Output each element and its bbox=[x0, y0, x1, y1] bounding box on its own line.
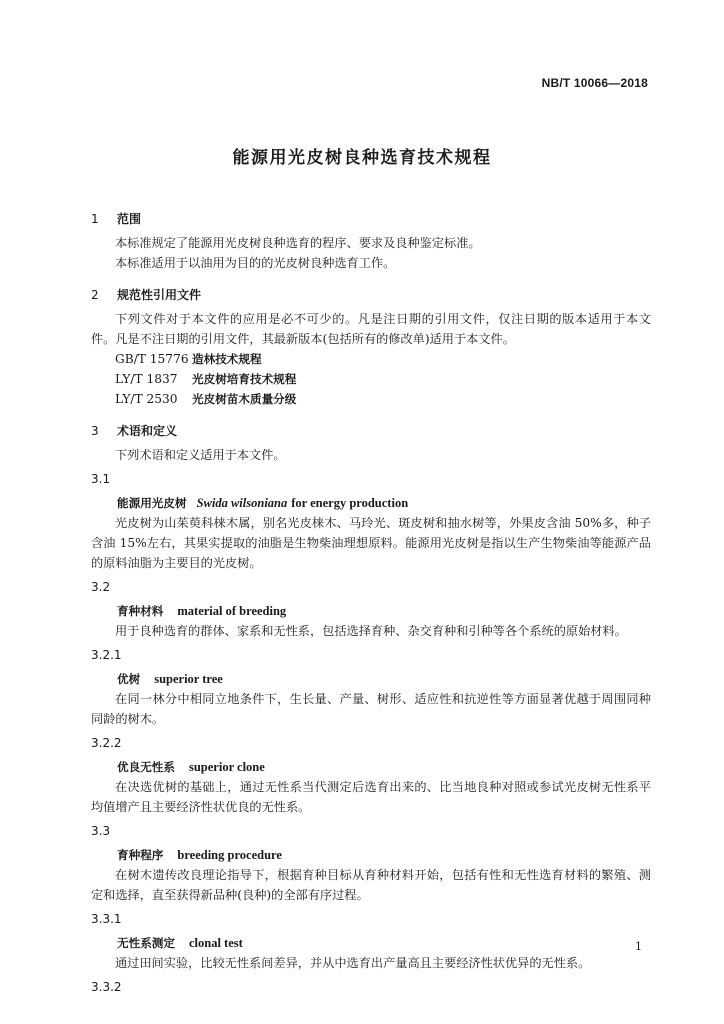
clause-number: 3.2.2 bbox=[91, 736, 122, 750]
paragraph: 下列术语和定义适用于本文件。 bbox=[115, 448, 286, 462]
term-definition: 通过田间实验，比较无性系间差异，并从中选育出产量高且主要经济性状优异的无性系。 bbox=[115, 956, 591, 970]
term-definition: 在同一林分中相同立地条件下，生长量、产量、树形、适应性和抗逆性等方面显著优越于周围同种同龄的树木。 bbox=[91, 692, 651, 726]
section-heading-normative-references bbox=[91, 285, 651, 305]
document-body bbox=[91, 200, 651, 997]
clause-number: 3.3.1 bbox=[91, 912, 122, 926]
section-title: 术语和定义 bbox=[117, 424, 178, 438]
term-heading bbox=[91, 669, 651, 689]
page-number: 1 bbox=[635, 940, 642, 953]
paragraph: 下列文件对于本文件的应用是必不可少的。凡是注日期的引用文件，仅注日期的版本适用于本文件。凡是不注日期的引用文件，其最新版本(包括所有的修改单)适用于本文件。 bbox=[91, 312, 651, 346]
term-chinese: 育种材料 bbox=[117, 604, 164, 618]
term-latin: Swida wilsoniana bbox=[196, 496, 288, 510]
reference-item bbox=[91, 389, 651, 409]
term-definition: 在决选优树的基础上，通过无性系当代测定后选育出来的、比当地良种对照或参试光皮树无性系平均值增产且主要经济性状优良的无性系。 bbox=[91, 780, 651, 814]
section-number: 1 bbox=[91, 212, 99, 226]
term-english: superior tree bbox=[154, 672, 223, 686]
term-heading bbox=[91, 601, 651, 621]
reference-name: 光皮树培育技术规程 bbox=[192, 372, 297, 386]
term-english: material of breeding bbox=[177, 604, 287, 618]
section-number: 3 bbox=[91, 424, 99, 438]
term-definition: 在树木遗传改良理论指导下，根据育种目标从育种材料开始，包括有性和无性选育材料的繁殖、测定和选择，直至获得新品种(良种)的全部有序过程。 bbox=[91, 868, 651, 902]
term-chinese: 优树 bbox=[117, 672, 141, 686]
section-number: 2 bbox=[91, 288, 99, 302]
section-title: 规范性引用文件 bbox=[117, 288, 202, 302]
clause-number: 3.2 bbox=[91, 580, 111, 594]
reference-item bbox=[91, 349, 651, 369]
reference-code: GB/T 15776 bbox=[115, 352, 189, 366]
reference-code: LY/T 1837 bbox=[115, 372, 178, 386]
term-heading bbox=[91, 493, 651, 513]
term-heading bbox=[91, 933, 651, 953]
term-chinese: 无性系测定 bbox=[117, 936, 175, 950]
document-title: 能源用光皮树良种选育技术规程 bbox=[232, 148, 492, 168]
section-heading-scope bbox=[91, 209, 651, 229]
section-heading-terms bbox=[91, 421, 651, 441]
paragraph: 本标准规定了能源用光皮树良种选育的程序、要求及良种鉴定标准。 bbox=[115, 236, 481, 250]
term-heading bbox=[91, 845, 651, 865]
reference-name: 造林技术规程 bbox=[192, 352, 262, 366]
clause-number: 3.2.1 bbox=[91, 648, 122, 662]
term-chinese: 育种程序 bbox=[117, 848, 164, 862]
paragraph: 本标准适用于以油用为目的的光皮树良种选育工作。 bbox=[115, 256, 396, 270]
standard-code: NB/T 10066—2018 bbox=[541, 76, 648, 90]
section-title: 范围 bbox=[117, 212, 142, 226]
reference-name: 光皮树苗木质量分级 bbox=[192, 392, 297, 406]
clause-number: 3.1 bbox=[91, 472, 111, 486]
reference-code: LY/T 2530 bbox=[115, 392, 178, 406]
term-definition: 光皮树为山茱萸科梾木属，别名光皮梾木、马玲光、斑皮树和抽水树等，外果皮含油 50%多，种子含油 15%左右，其果实提取的油脂是生物柴油理想原料。能源用光皮树是指以生产生物柴油等能源产品的原料油脂为主要目的光皮树。 bbox=[91, 516, 651, 570]
term-definition: 用于良种选育的群体、家系和无性系，包括选择育种、杂交育种和引种等各个系统的原始材料。 bbox=[115, 624, 627, 638]
term-english: for energy production bbox=[291, 496, 409, 510]
term-english: clonal test bbox=[188, 936, 243, 950]
term-chinese: 能源用光皮树 bbox=[117, 496, 187, 510]
term-english: superior clone bbox=[188, 760, 265, 774]
term-english: breeding procedure bbox=[177, 848, 282, 862]
clause-number: 3.3.2 bbox=[91, 980, 122, 994]
term-chinese: 优良无性系 bbox=[117, 760, 175, 774]
clause-number: 3.3 bbox=[91, 824, 111, 838]
reference-item bbox=[91, 369, 651, 389]
term-heading bbox=[91, 757, 651, 777]
